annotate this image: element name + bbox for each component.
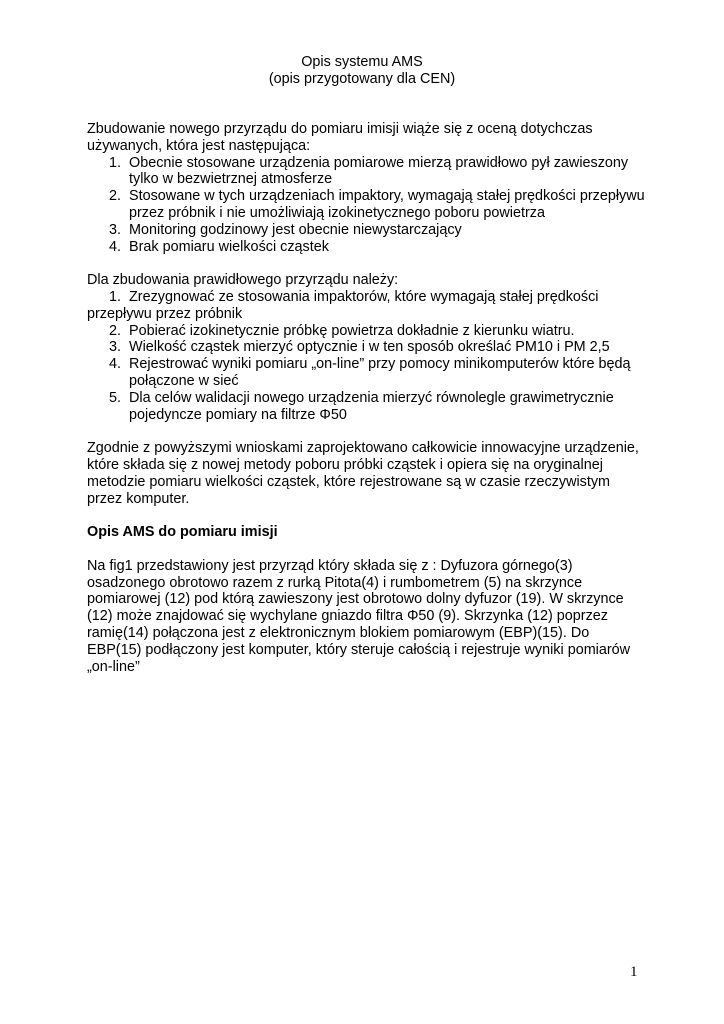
intro-paragraph: Zbudowanie nowego przyrządu do pomiaru imisji wiąże się z oceną dotychczas używanych, która jest następująca: [87,121,593,154]
requirements-list [87,289,647,423]
list-item: 4. Brak pomiaru wielkości cząstek [109,238,329,255]
section-heading: Opis AMS do pomiaru imisji [87,524,278,541]
list-item: 5. Dla celów walidacji nowego urządzenia mierzyć równolegle grawimetrycznie pojedyncze pomiary na filtrze Φ50 [109,389,614,423]
list-item: 2. Stosowane w tych urządzeniach impaktory, wymagają stałej prędkości przepływu przez próbnik i nie umożliwiają izokinetycznego poboru powietrza [109,188,645,221]
document-title [0,54,724,88]
document-body [87,121,647,675]
title-line-1: Opis systemu AMS [301,54,423,70]
list-item: 3. Wielkość cząstek mierzyć optycznie i w ten sposób określać PM10 i PM 2,5 [109,339,610,356]
list-item: 4. Rejestrować wyniki pomiaru „on-line” przy pomocy minikomputerów które będą połączone w sieć [109,356,631,389]
list-item: 1. Obecnie stosowane urządzenia pomiarowe mierzą prawidłowo pył zawieszony tylko w bezwietrznej atmosferze [109,154,629,188]
list-item: 3. Monitoring godzinowy jest obecnie niewystarczający [109,221,462,238]
page-number: 1 [630,964,638,980]
conclusion-paragraph: Zgodnie z powyższymi wnioskami zaprojektowano całkowicie innowacyjne urządzenie, które składa się z nowej metody poboru próbki cząstek i opiera się na oryginalnej metodzie pomiaru wielkości cząstek, które rejestrowane są w czasie rzeczywistym przez komputer. [87,440,639,507]
title-line-2: (opis przygotowany dla CEN) [268,70,456,87]
list-item: 2. Pobierać izokinetycznie próbkę powietrza dokładnie z kierunku wiatru. [109,322,575,339]
list-item: 1. Zrezygnować ze stosowania impaktorów, które wymagają stałej prędkości przepływu przez próbnik [87,288,599,322]
section-paragraph: Na fig1 przedstawiony jest przyrząd który składa się z : Dyfuzora górnego(3) osadzonego obrotowo razem z rurką Pitota(4) i rumbometrem (5) na skrzynce pomiarowej (12) pod którą zawieszony jest obrotowo dolny dyfuzor (19). W skrzynce (12) może znajdować się wychylane gniazdo filtra Φ50 (9). Skrzynka (12) poprzez ramię(14) połączona jest z elektronicznym blokiem pomiarowym (EBP)(15). Do EBP(15) podłączony jest komputer, który steruje całością i rejestruje wyniki pomiarów „on-line” [87,557,631,675]
intro-list [87,155,647,256]
requirements-paragraph: Dla zbudowania prawidłowego przyrządu należy: [87,272,399,289]
